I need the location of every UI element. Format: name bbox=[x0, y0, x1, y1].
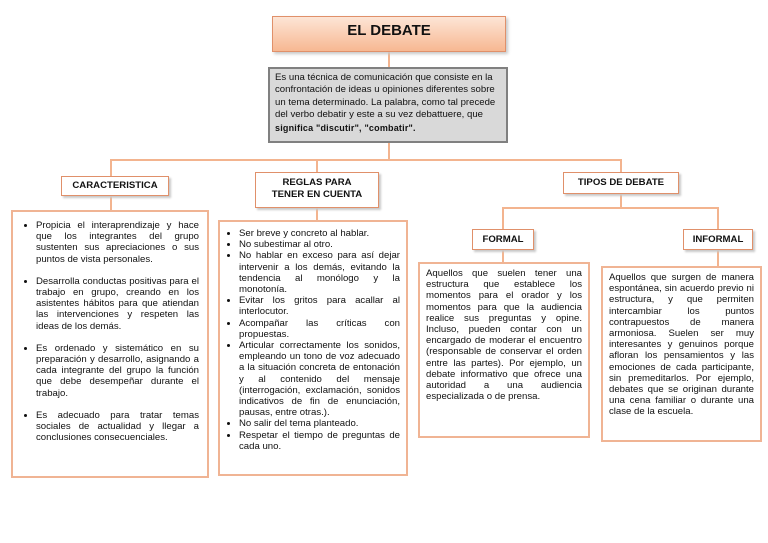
list-item: • No hablar en exceso para así dejar intervenir a los demás, evitando la tendencia al monólogo y la monotonía. bbox=[239, 250, 400, 295]
caracteristica-list bbox=[21, 220, 199, 443]
connector-tipos-down bbox=[620, 194, 622, 208]
list-item: • Acompañar las críticas con propuestas. bbox=[239, 318, 400, 340]
connector-reglas bbox=[316, 159, 318, 172]
definition-text: Es una técnica de comunicación que consiste en la confrontación de ideas u opiniones diferentes sobre un tema determinado. La palabra, como tal precede del verbo debatir y este a su vez debattuere, que bbox=[275, 72, 496, 121]
list-item: • Articular correctamente los sonidos, empleando un tono de voz adecuado a la situación concreta de entonación y al contenido del mensaje (interrogación, exclamación, sonidos indicativos de fin de enunciación, pausas, entre otras.). bbox=[239, 340, 400, 418]
connector-formal-content bbox=[502, 250, 504, 262]
connector-tipos bbox=[620, 159, 622, 172]
caracteristica-content bbox=[11, 210, 209, 478]
connector-reglas-content bbox=[316, 208, 318, 220]
list-item: • No subestimar al otro. bbox=[239, 239, 400, 250]
list-item: • Respetar el tiempo de preguntas de cada uno. bbox=[239, 430, 400, 452]
heading-reglas-line1: REGLAS PARA bbox=[282, 177, 352, 188]
list-item: • Desarrolla conductas positivas para el trabajo en grupo, creando en los asistentes hábitos para que atiendan las intervenciones y respeten las ideas de los demás. bbox=[36, 276, 199, 332]
connector-definition-bar bbox=[388, 143, 390, 160]
connector-caracteristica bbox=[110, 159, 112, 176]
connector-title-definition bbox=[388, 52, 390, 67]
connector-tipos-bar bbox=[502, 207, 719, 209]
list-item: • Es ordenado y sistemático en su preparación y desarrollo, asignando a cada integrante del grupo la función que debe desempeñar durante el trabajo. bbox=[36, 343, 199, 399]
connector-main-bar bbox=[110, 159, 622, 161]
heading-reglas-line2: TENER EN CUENTA bbox=[271, 189, 363, 200]
connector-informal-content bbox=[717, 250, 719, 266]
list-item: • Ser breve y concreto al hablar. bbox=[239, 228, 400, 239]
connector-informal bbox=[717, 207, 719, 229]
list-item: • Es adecuado para tratar temas sociales de actualidad y llegar a conclusiones consecuenciales. bbox=[36, 410, 199, 444]
diagram-title: EL DEBATE bbox=[272, 16, 506, 52]
list-item: • Evitar los gritos para acallar al interlocutor. bbox=[239, 295, 400, 317]
heading-caracteristica: CARACTERISTICA bbox=[61, 176, 169, 196]
list-item: • Propicia el interaprendizaje y hace que los integrantes del grupo sustenten sus apreciaciones o sus puntos de vista personales. bbox=[36, 220, 199, 265]
informal-content: Aquellos que surgen de manera espontánea, sin acuerdo previo ni estructura, y que permiten intercambiar los puntos contrapuestos de manera armoniosa. Suelen ser muy interesantes y genuinos porque afloran los pensamientos y las emociones de cada participante, sin premeditarlos. Por ejemplo, debates que se originan durante una cena familiar o durante una clase de la escuela. bbox=[601, 266, 762, 442]
formal-content: Aquellos que suelen tener una estructura que establece los momentos para el orador y los momentos para que la audiencia realice sus preguntas y opine. Incluso, pueden contar con un encargado de moderar el encuentro (responsable de conservar el orden entre las partes). Por ejemplo, un debate informativo que ofrece una autoridad a una audiencia especializada o de prensa. bbox=[418, 262, 590, 438]
heading-tipos: TIPOS DE DEBATE bbox=[563, 172, 679, 194]
heading-reglas bbox=[255, 172, 379, 208]
connector-caracteristica-content bbox=[110, 196, 112, 210]
reglas-list bbox=[224, 228, 400, 452]
reglas-content bbox=[218, 220, 408, 476]
definition-emphasis: significa "discutir", "combatir". bbox=[275, 122, 416, 133]
heading-formal: FORMAL bbox=[472, 229, 534, 250]
list-item: • No salir del tema planteado. bbox=[239, 418, 400, 429]
heading-informal: INFORMAL bbox=[683, 229, 753, 250]
connector-formal bbox=[502, 207, 504, 229]
definition-box bbox=[268, 67, 508, 143]
